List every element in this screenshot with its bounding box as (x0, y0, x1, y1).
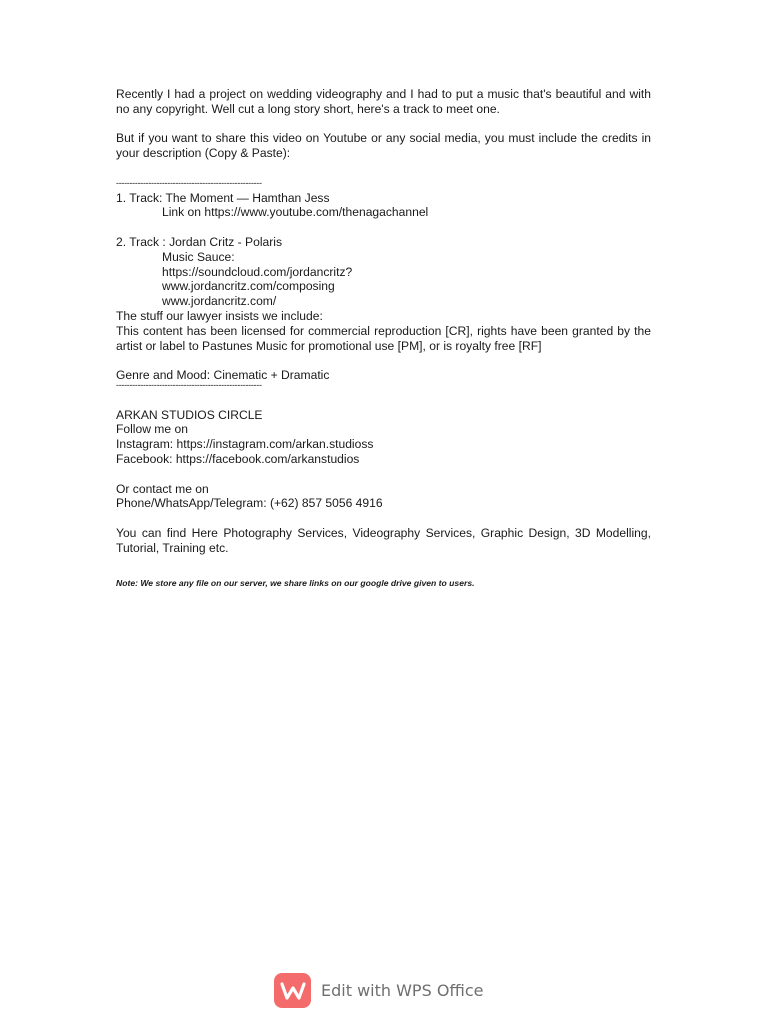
document-body (116, 87, 651, 589)
track2-source-label: Music Sauce: (162, 249, 235, 264)
storage-note: Note: We store any file on our server, we share links on our google drive given to users. (116, 577, 475, 588)
track2-link-site: www.jordancritz.com/ (162, 294, 277, 309)
legal-text: This content has been licensed for commercial reproduction [CR], rights have been granted by the artist or label to Pastunes Music for promotional use [PM], or is royalty free [RF] (116, 323, 651, 353)
track2-link-composing: www.jordancritz.com/composing (162, 279, 335, 294)
intro-paragraph: Recently I had a project on wedding videography and I had to put a music that's beautiful and with no any copyright. Well cut a long story short, here's a track to meet one. (116, 87, 651, 116)
follow-label: Follow me on (116, 422, 188, 437)
instagram-link: Instagram: https://instagram.com/arkan.studioss (116, 437, 374, 452)
track1-title: 1. Track: The Moment — Hamthan Jess (116, 190, 330, 205)
separator-top: ------------------------------------------------------ (116, 177, 262, 188)
services-paragraph: You can find Here Photography Services, Videography Services, Graphic Design, 3D Modelling, Tutorial, Training etc. (116, 525, 651, 555)
track2-link-soundcloud: https://soundcloud.com/jordancritz? (162, 264, 353, 279)
facebook-link: Facebook: https://facebook.com/arkanstudios (116, 451, 360, 466)
wps-edit-button[interactable] (274, 973, 484, 1008)
wps-logo-icon (274, 973, 311, 1008)
separator-bottom: ------------------------------------------------------ (116, 379, 262, 390)
credits-instruction: But if you want to share this video on Youtube or any social media, you must include the credits in your description (Copy & Paste): (116, 131, 651, 161)
wps-edit-label: Edit with WPS Office (321, 981, 484, 1000)
legal-heading: The stuff our lawyer insists we include: (116, 308, 323, 323)
studio-name: ARKAN STUDIOS CIRCLE (116, 407, 263, 422)
genre-mood: Genre and Mood: Cinematic + Dramatic (116, 368, 330, 383)
track2-title: 2. Track : Jordan Critz - Polaris (116, 234, 282, 249)
contact-label: Or contact me on (116, 481, 209, 496)
track1-link: Link on https://www.youtube.com/thenagachannel (162, 205, 429, 220)
contact-phone: Phone/WhatsApp/Telegram: (+62) 857 5056 4916 (116, 496, 383, 511)
